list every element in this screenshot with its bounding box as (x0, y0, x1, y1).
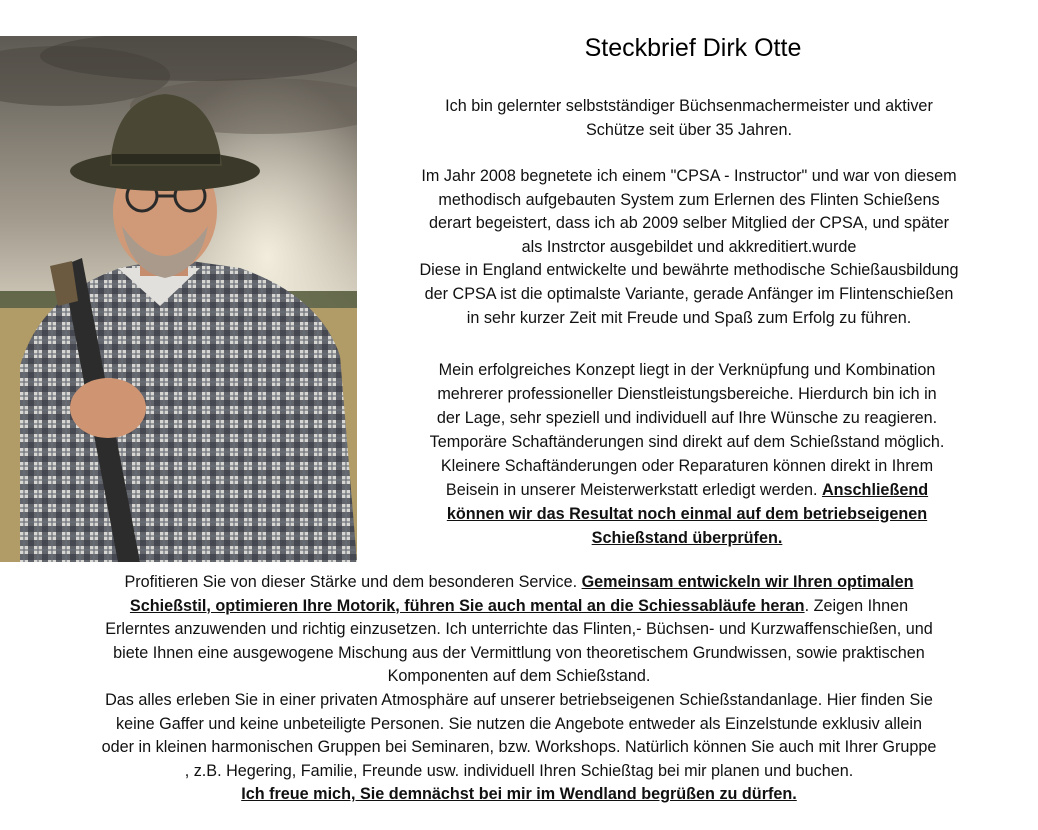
text-line (10, 595, 1028, 619)
text-plain: Beisein in unserer Meisterwerkstatt erledigt werden. (445, 481, 822, 499)
intro-paragraph (362, 95, 1016, 142)
text-line: biete Ihnen eine ausgewogene Mischung aus der Vermittlung von theoretischem Grundwissen, sowie praktischen (113, 643, 925, 662)
cpsa-paragraph (356, 165, 1022, 330)
text-line: Diese in England entwickelte und bewährte methodische Schießausbildung (419, 261, 959, 280)
text-line: Im Jahr 2008 begnetete ich einem "CPSA - Instructor" und war von diesem (421, 167, 957, 185)
emphasis-line: Schießstand überprüfen. (591, 529, 783, 547)
service-paragraph (10, 571, 1028, 807)
text-line: in sehr kurzer Zeit mit Freude und Spaß zum Erfolg zu führen. (466, 308, 912, 327)
closing-line: Ich freue mich, Sie demnächst bei mir im Wendland begrüßen zu dürfen. (241, 785, 797, 804)
text-line: der CPSA ist die optimalste Variante, gerade Anfänger im Flintenschießen (424, 284, 954, 303)
text-line: keine Gaffer und keine unbeteiligte Personen. Sie nutzen die Angebote entweder als Einzelstunde exklusiv allein (115, 714, 922, 733)
portrait-photo (0, 36, 357, 562)
text-line: methodisch aufgebauten System zum Erlernen des Flinten Schießens (438, 190, 940, 209)
text-line: Ich bin gelernter selbstständiger Büchsenmachermeister und aktiver (445, 97, 933, 115)
text-line: Kleinere Schaftänderungen oder Reparaturen können direkt in Ihrem (440, 457, 934, 475)
page-title: Steckbrief Dirk Otte (584, 34, 802, 62)
text-line: , z.B. Hegering, Familie, Freunde usw. individuell Ihren Schießtag bei mir planen und buchen. (184, 761, 854, 780)
text-line: Schütze seit über 35 Jahren. (585, 120, 793, 139)
text-plain: Profitieren Sie von dieser Stärke und dem besonderen Service. (124, 573, 582, 591)
text-line: Komponenten auf dem Schießstand. (387, 667, 651, 686)
concept-paragraph (372, 358, 1002, 550)
text-line: derart begeistert, dass ich ab 2009 selber Mitglied der CPSA, und später (428, 214, 950, 233)
text-plain: . Zeigen Ihnen (804, 596, 909, 615)
text-line: Das alles erleben Sie in einer privaten Atmosphäre auf unserer betriebseigenen Schießstandanlage. Hier finden Sie (105, 690, 933, 709)
text-line: mehrerer professioneller Dienstleistungsbereiche. Hierdurch bin ich in (437, 385, 937, 403)
text-line: Mein erfolgreiches Konzept liegt in der Verknüpfung und Kombination (438, 361, 936, 379)
emphasis-text: Gemeinsam entwickeln wir Ihren optimalen (581, 573, 914, 591)
text-line (10, 571, 1028, 595)
text-line (372, 478, 1002, 502)
text-line: Erlerntes anzuwenden und richtig einzusetzen. Ich unterrichte das Flinten,- Büchsen- und Kurzwaffenschießen, und (105, 620, 933, 639)
text-line: der Lage, sehr speziell und individuell auf Ihre Wünsche zu reagieren. (436, 409, 938, 427)
emphasis-line: können wir das Resultat noch einmal auf dem betriebseigenen (446, 505, 928, 523)
emphasis-text: Anschließend (821, 481, 929, 499)
text-line: als Instrctor ausgebildet und akkreditiert.wurde (521, 237, 857, 256)
text-line: Temporäre Schaftänderungen sind direkt auf dem Schießstand möglich. (429, 433, 945, 451)
emphasis-text: Schießstil, optimieren Ihre Motorik, führen Sie auch mental an die Schiessabläufe heran (129, 596, 805, 615)
text-line: oder in kleinen harmonischen Gruppen bei Seminaren, bzw. Workshops. Natürlich können Sie auch mit Ihrer Gruppe (101, 738, 937, 757)
